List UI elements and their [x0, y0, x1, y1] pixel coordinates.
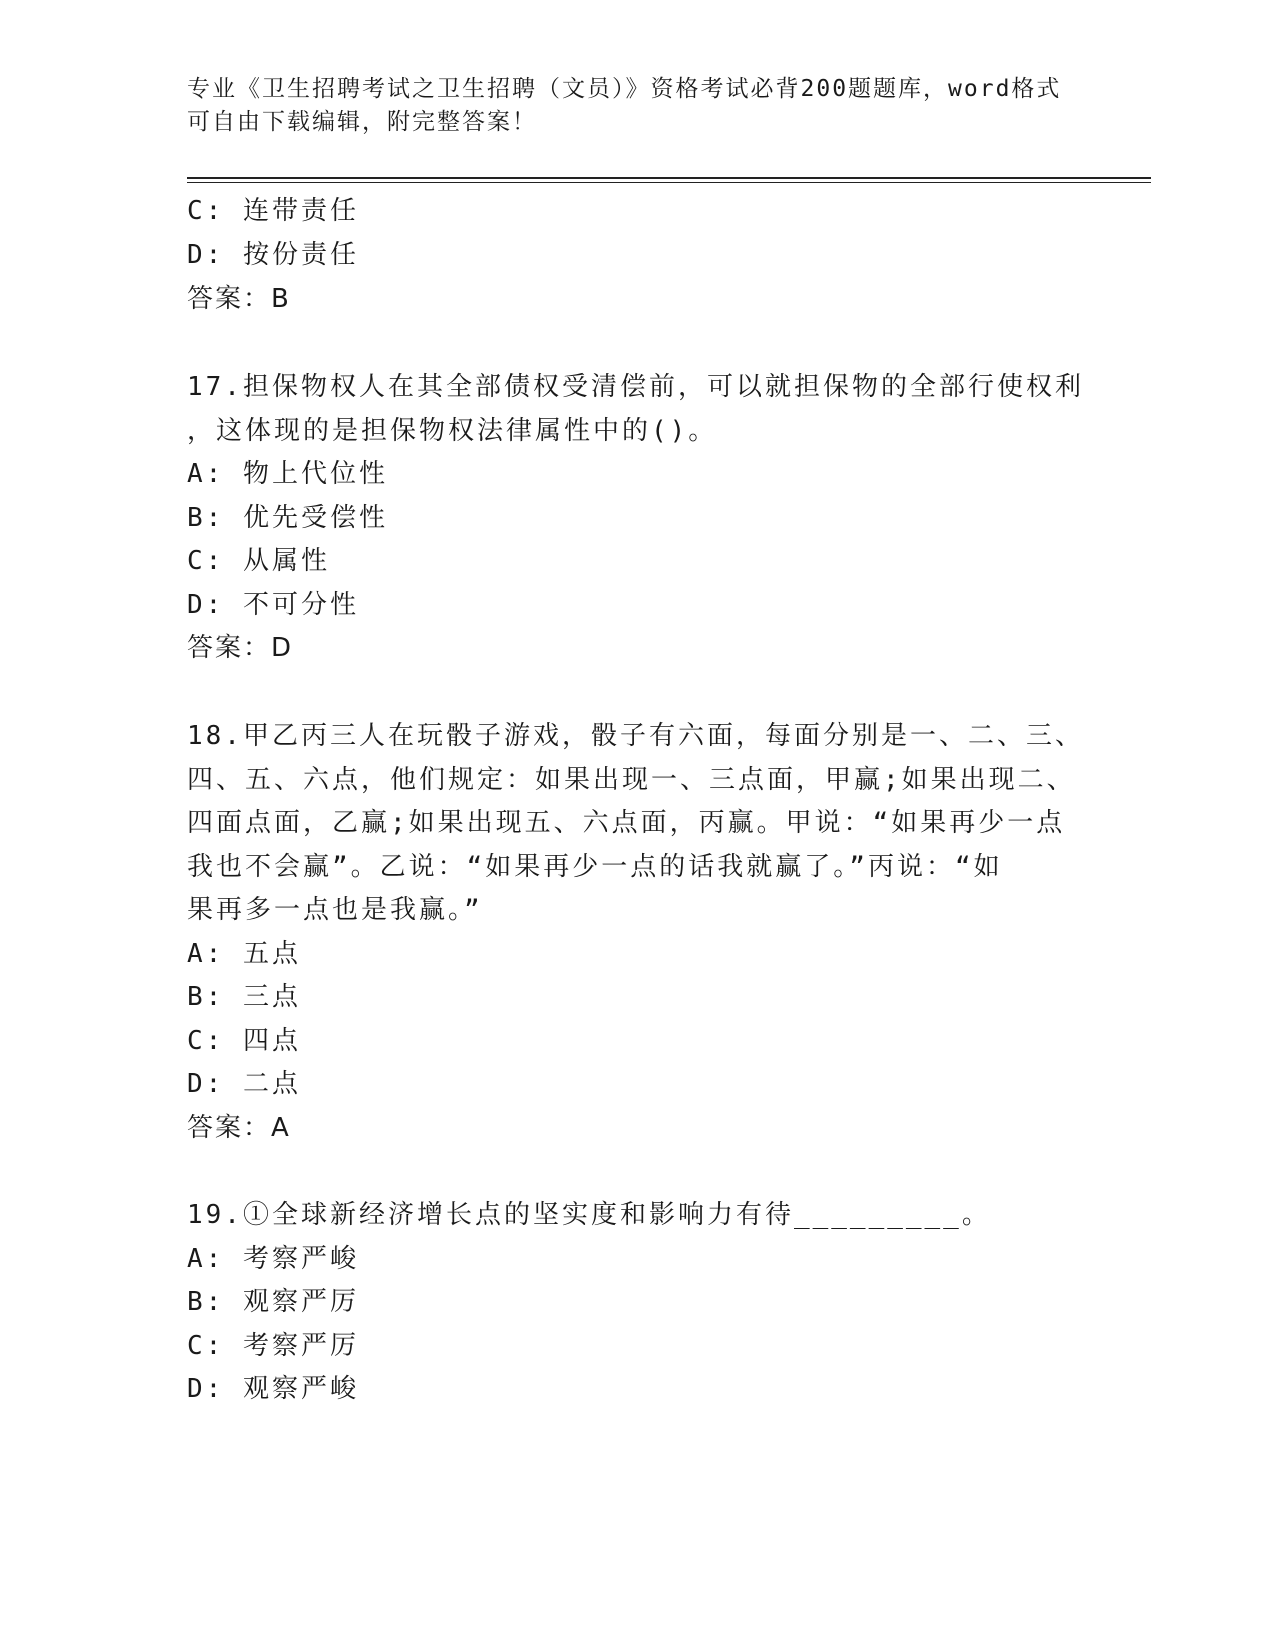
q18-option-c: C: 四点 — [187, 1026, 301, 1056]
q18-answer: 答案：A — [187, 1113, 291, 1143]
q17-option-c: C: 从属性 — [187, 546, 330, 576]
q19-stem-line-1: 19.①全球新经济增长点的坚实度和影响力有待_________。 — [187, 1200, 991, 1230]
header-divider-thin — [187, 182, 1151, 183]
q18-option-d: D: 二点 — [187, 1069, 301, 1099]
q19-option-b: B: 观察严厉 — [187, 1287, 359, 1317]
q18-stem-line-5: 果再多一点也是我赢。” — [187, 895, 483, 925]
q17-stem-line-2: ，这体现的是担保物权法律属性中的()。 — [187, 416, 718, 446]
header-line-1: 专业《卫生招聘考试之卫生招聘（文员）》资格考试必背200题题库，word格式 — [187, 76, 1062, 102]
q18-stem-line-4: 我也不会赢”。乙说：“如果再少一点的话我就赢了。”丙说：“如 — [187, 852, 1003, 882]
q18-stem-line-2: 四、五、六点，他们规定：如果出现一、三点面，甲赢;如果出现二、 — [187, 765, 1076, 795]
q17-option-a: A: 物上代位性 — [187, 459, 388, 489]
q19-option-a: A: 考察严峻 — [187, 1244, 359, 1274]
prev-option-c: C: 连带责任 — [187, 196, 359, 226]
q17-option-b: B: 优先受偿性 — [187, 503, 388, 533]
q17-option-d: D: 不可分性 — [187, 590, 359, 620]
q18-option-a: A: 五点 — [187, 939, 301, 969]
q17-stem-line-1: 17.担保物权人在其全部债权受清偿前，可以就担保物的全部行使权利 — [187, 372, 1084, 402]
q19-option-d: D: 观察严峻 — [187, 1374, 359, 1404]
prev-option-d: D: 按份责任 — [187, 240, 359, 270]
q18-stem-line-1: 18.甲乙丙三人在玩骰子游戏，骰子有六面，每面分别是一、二、三、 — [187, 721, 1084, 751]
header-divider-thick — [187, 177, 1151, 179]
q19-option-c: C: 考察严厉 — [187, 1331, 359, 1361]
header-line-2: 可自由下载编辑，附完整答案！ — [187, 109, 537, 135]
q18-stem-line-3: 四面点面，乙赢;如果出现五、六点面，丙赢。甲说：“如果再少一点 — [187, 808, 1066, 838]
q18-option-b: B: 三点 — [187, 982, 301, 1012]
document-header — [187, 73, 1067, 139]
prev-answer: 答案：B — [187, 284, 291, 314]
q17-answer: 答案：D — [187, 633, 294, 663]
